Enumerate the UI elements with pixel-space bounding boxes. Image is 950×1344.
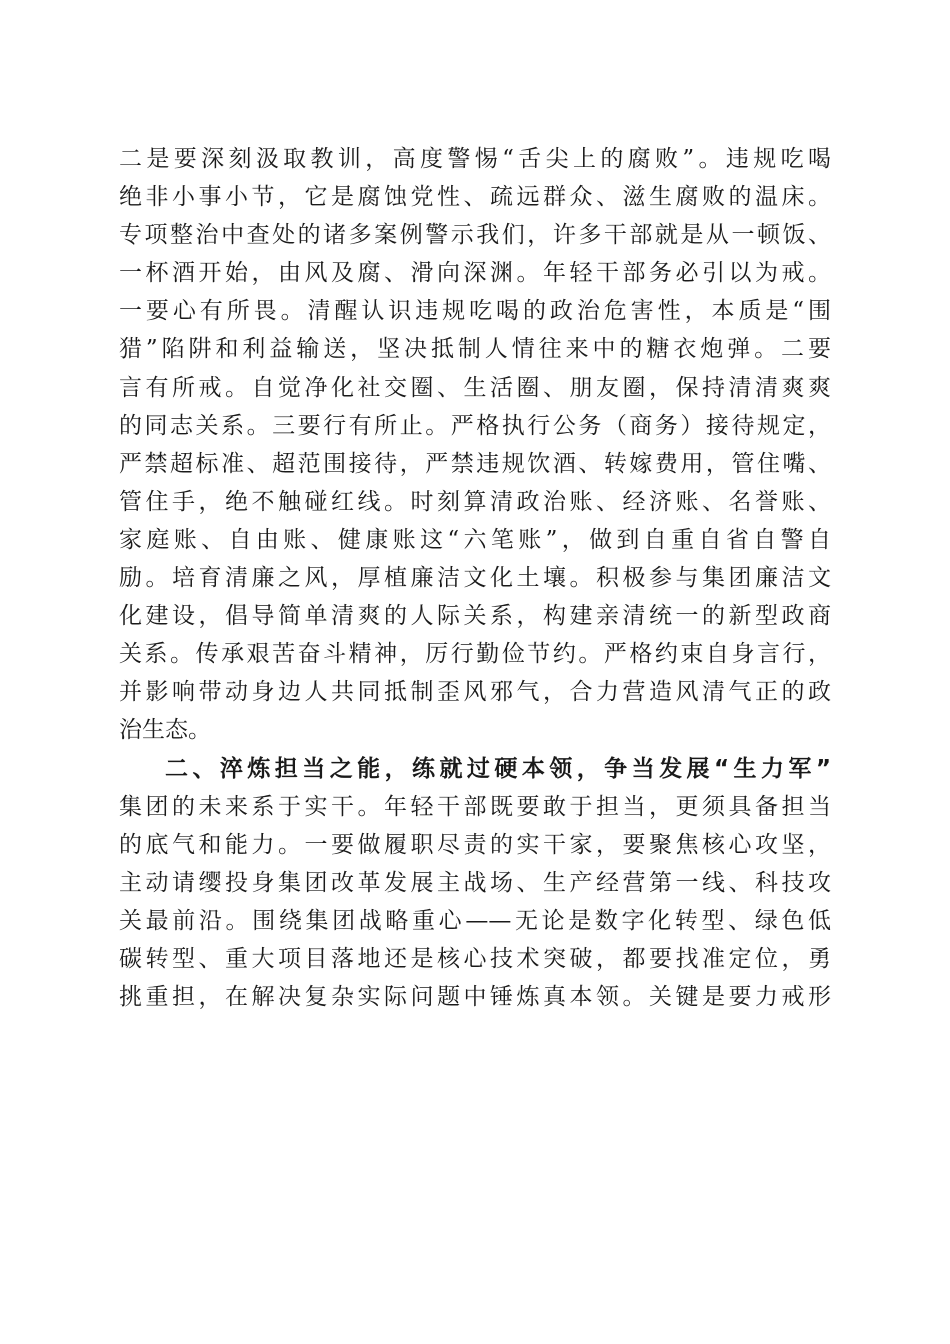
- text-line: 绝非小事小节，它是腐蚀党性、疏远群众、滋生腐败的温床。: [119, 184, 831, 211]
- text-line: 主动请缨投身集团改革发展主战场、生产经营第一线、科技攻: [119, 869, 831, 896]
- text-line: 关最前沿。围绕集团战略重心——无论是数字化转型、绿色低: [119, 907, 831, 934]
- text-line: 家庭账、自由账、健康账这“六笔账”，做到自重自省自警自: [119, 526, 831, 553]
- text-line: 管住手，绝不触碰红线。时刻算清政治账、经济账、名誉账、: [119, 488, 831, 515]
- text-line: 化建设，倡导简单清爽的人际关系，构建亲清统一的新型政商: [119, 603, 831, 630]
- text-line: 关系。传承艰苦奋斗精神，厉行勤俭节约。严格约束自身言行，: [119, 641, 831, 668]
- text-line: 猎”陷阱和利益输送，坚决抵制人情往来中的糖衣炮弹。二要: [119, 336, 831, 363]
- text-line: 的同志关系。三要行有所止。严格执行公务（商务）接待规定，: [119, 412, 831, 439]
- text-line: 的底气和能力。一要做履职尽责的实干家，要聚焦核心攻坚，: [119, 831, 831, 858]
- text-line: 励。培育清廉之风，厚植廉洁文化土壤。积极参与集团廉洁文: [119, 565, 831, 592]
- text-line: 专项整治中查处的诸多案例警示我们，许多干部就是从一顿饭、: [119, 222, 831, 249]
- text-line: 严禁超标准、超范围接待，严禁违规饮酒、转嫁费用，管住嘴、: [119, 450, 831, 477]
- text-line: 碳转型、重大项目落地还是核心技术突破，都要找准定位，勇: [119, 945, 831, 972]
- section-heading: 二、淬炼担当之能，练就过硬本领，争当发展“生力军”: [165, 755, 831, 782]
- text-line: 言有所戒。自觉净化社交圈、生活圈、朋友圈，保持清清爽爽: [119, 374, 831, 401]
- text-line: 并影响带动身边人共同抵制歪风邪气，合力营造风清气正的政: [119, 679, 831, 706]
- text-line: 治生态。: [119, 717, 211, 744]
- text-line: 一杯酒开始，由风及腐、滑向深渊。年轻干部务必引以为戒。: [119, 260, 831, 287]
- text-line: 二是要深刻汲取教训，高度警惕“舌尖上的腐败”。违规吃喝: [119, 146, 831, 172]
- text-line: 一要心有所畏。清醒认识违规吃喝的政治危害性，本质是“围: [119, 298, 831, 325]
- document-body: [119, 140, 831, 1016]
- text-line: 挑重担，在解决复杂实际问题中锤炼真本领。关键是要力戒形: [119, 984, 831, 1011]
- text-line: 集团的未来系于实干。年轻干部既要敢于担当，更须具备担当: [119, 793, 831, 820]
